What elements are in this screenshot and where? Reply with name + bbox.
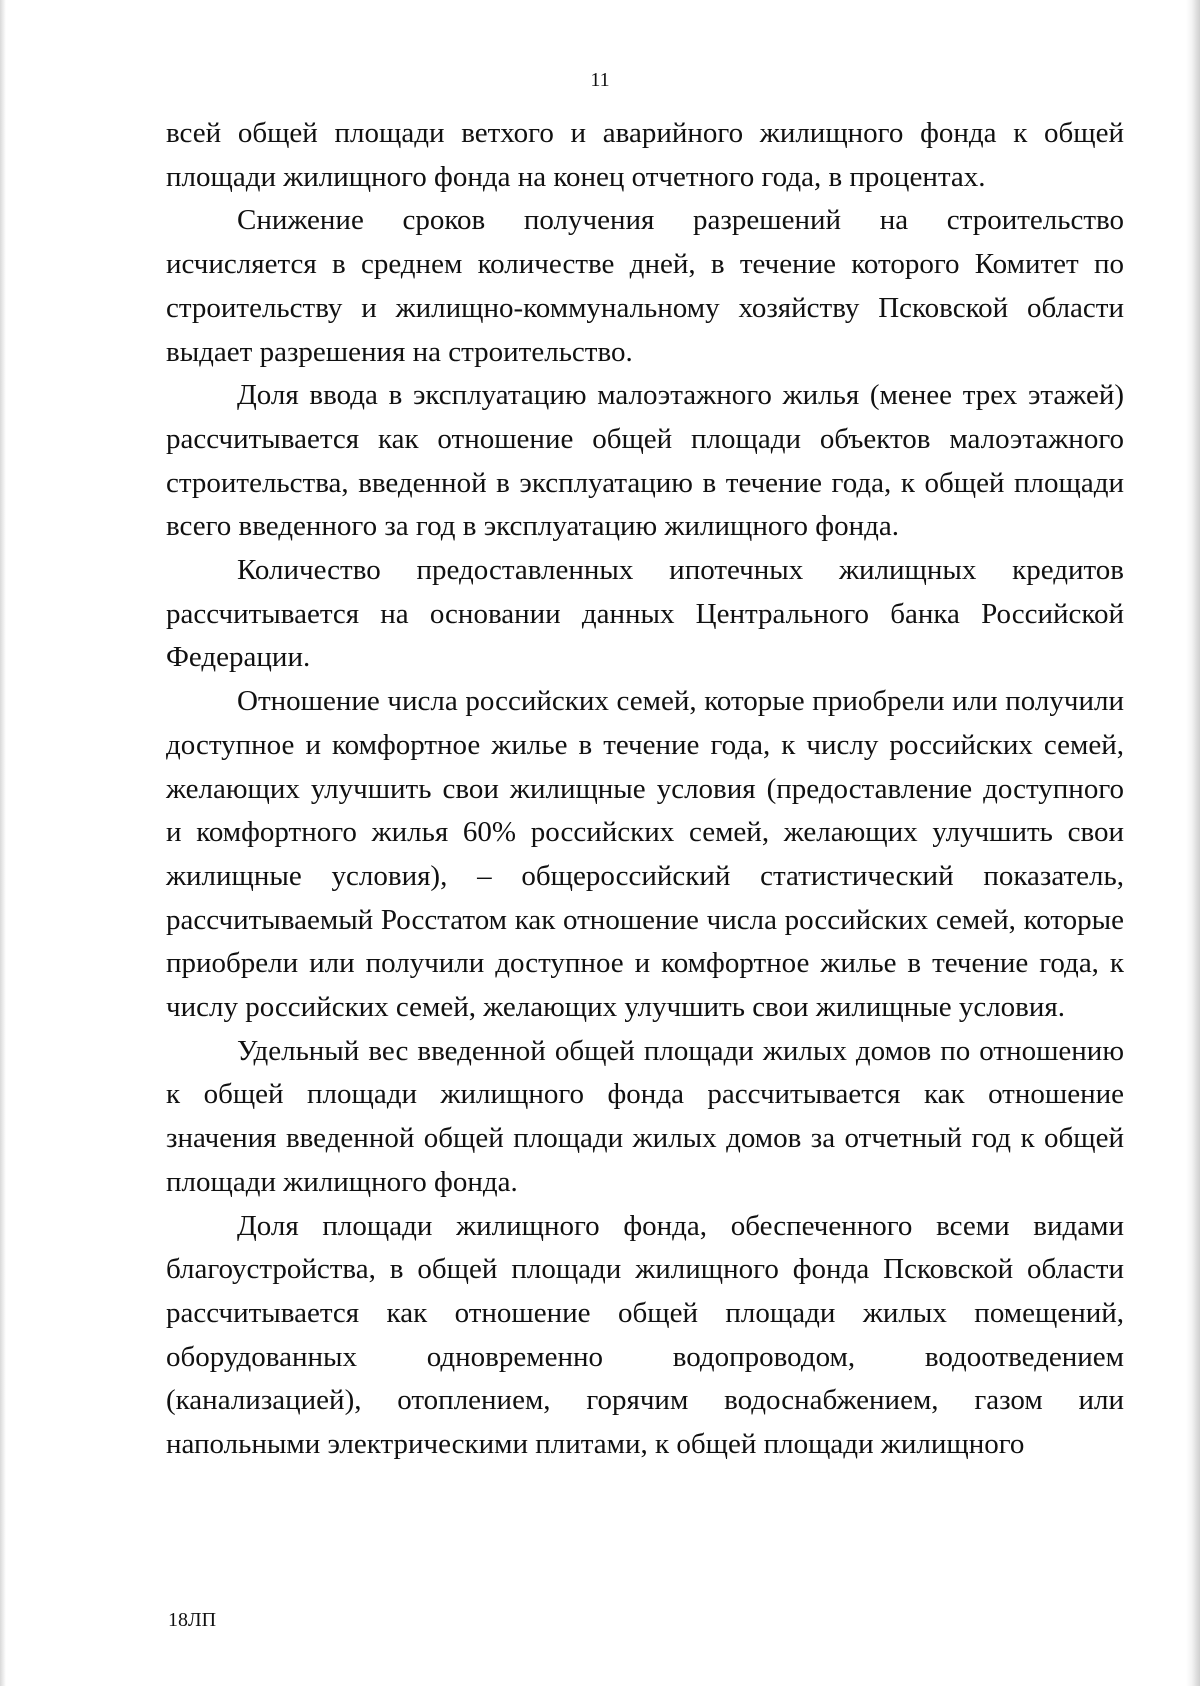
body-text	[166, 112, 1124, 1467]
paragraph-mortgage-count: Количество предоставленных ипотечных жилищных кредитов рассчитывается на основании данных Центрального банка Российской Федерации.	[166, 554, 1124, 674]
scan-edge-left	[0, 0, 6, 1686]
page-number: 11	[590, 69, 610, 91]
scan-edge-right	[1186, 0, 1200, 1686]
paragraph-permit-timing: Снижение сроков получения разрешений на строительство исчисляется в среднем количестве дней, в течение которого Комитет по строительству и жилищно-коммунальному хозяйству Псковской области выдает разрешения на строительство.	[166, 204, 1124, 368]
paragraph-continuation: всей общей площади ветхого и аварийного жилищного фонда к общей площади жилищного фонда на конец отчетного года, в процентах.	[166, 117, 1124, 193]
paragraph-housing-weight: Удельный вес введенной общей площади жилых домов по отношению к общей площади жилищного фонда рассчитывается как отношение значения введенной общей площади жилых домов за отчетный год к общей площади жилищного фонда.	[166, 1034, 1124, 1198]
paragraph-low-rise-share: Доля ввода в эксплуатацию малоэтажного жилья (менее трех этажей) рассчитывается как отношение общей площади объектов малоэтажного строительства, введенной в эксплуатацию в течение года, к общей площади всего введенного за год в эксплуатацию жилищного фонда.	[166, 379, 1124, 543]
paragraph-families-ratio: Отношение числа российских семей, которые приобрели или получили доступное и комфортное жилье в течение года, к числу российских семей, желающих улучшить свои жилищные условия (предоставление доступного и комфортного жилья 60% российских семей, желающих улучшить свои жилищные условия), – общероссийский статистический показатель, рассчитываемый Росстатом как отношение числа российских семей, которые приобрели или получили доступное и комфортное жилье в течение года, к числу российских семей, желающих улучшить свои жилищные условия.	[166, 685, 1124, 1024]
paragraph-amenities-share: Доля площади жилищного фонда, обеспеченного всеми видами благоустройства, в общей площади жилищного фонда Псковской области рассчитывается как отношение общей площади жилых помещений, оборудованных одновременно водопроводом, водоотведением (канализацией), отоплением, горячим водоснабжением, газом или напольными электрическими плитами, к общей площади жилищного	[166, 1209, 1124, 1461]
footer-document-code: 18ЛП	[168, 1609, 217, 1631]
